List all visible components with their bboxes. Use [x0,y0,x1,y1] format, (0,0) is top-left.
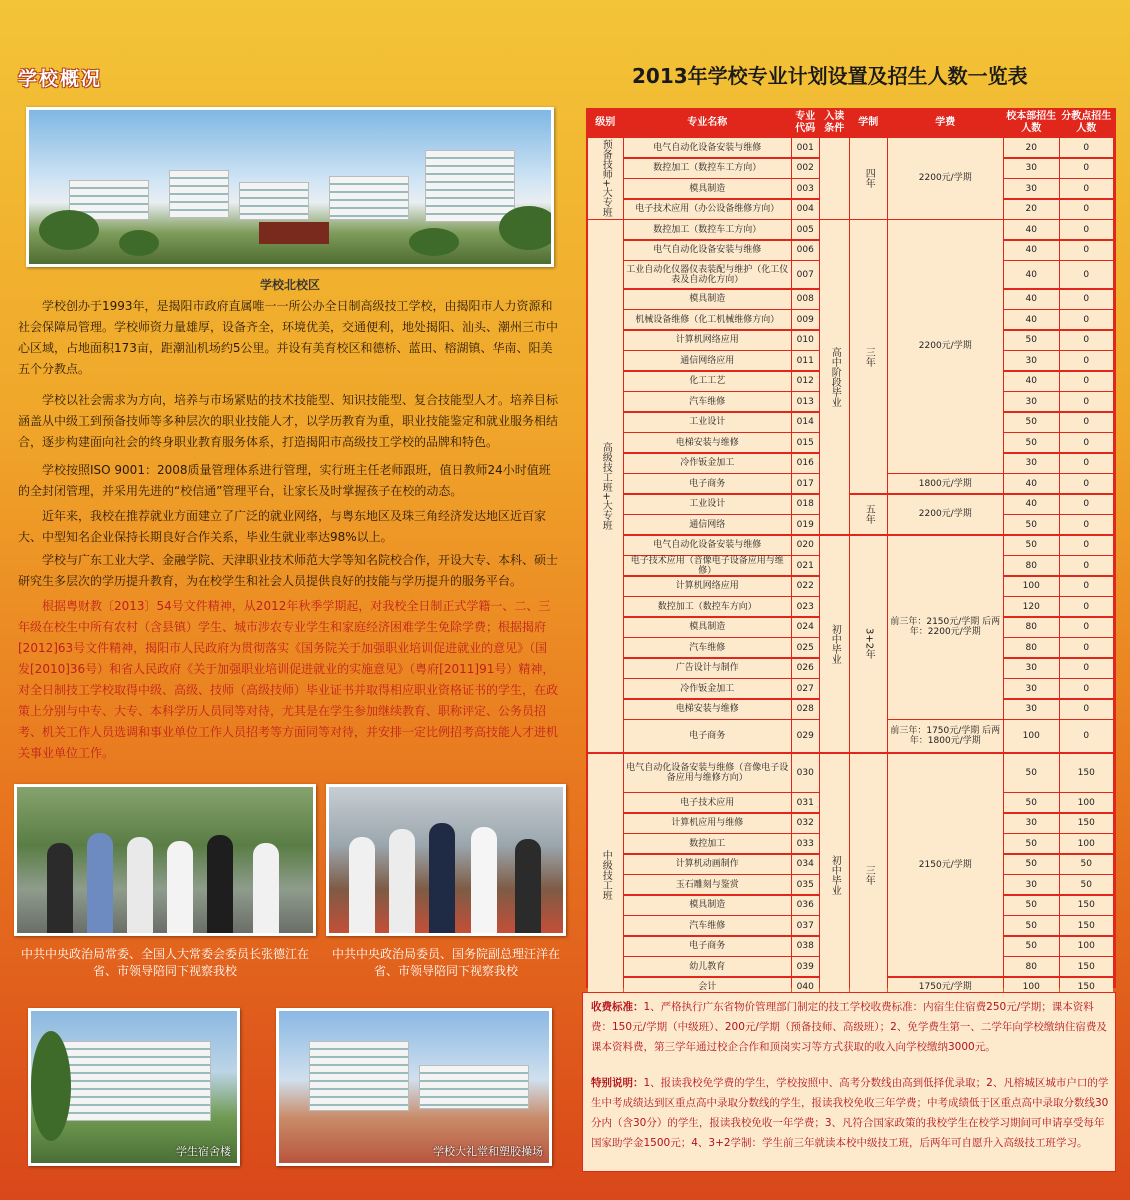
major-code-cell: 008 [792,290,819,309]
main-campus-count-cell: 40 [1004,474,1059,493]
branch-count-cell: 0 [1060,331,1113,350]
major-code-cell: 030 [792,754,819,792]
auditorium-caption: 学校大礼堂和塑胶操场 [433,1145,543,1158]
major-code-cell: 036 [792,896,819,915]
major-code-cell: 033 [792,834,819,853]
branch-count-cell: 100 [1060,793,1113,812]
main-campus-count-cell: 30 [1004,814,1059,833]
major-code-cell: 018 [792,495,819,514]
branch-count-cell: 50 [1060,875,1113,894]
main-campus-count-cell: 80 [1004,618,1059,637]
gate-shape [259,222,329,244]
branch-count-cell: 150 [1060,814,1113,833]
building-shape [239,182,309,220]
duration-cell: 五年 [850,495,887,535]
branch-count-cell: 0 [1060,536,1113,555]
major-name-cell: 电子技术应用（音像电子设备应用与维修） [624,556,791,575]
fee-note-text: 1、严格执行广东省物价管理部门制定的技工学校收费标准：内宿生住宿费250元/学期；课本资料费：150元/学期（中级班）、200元/学期（预备技师、高级班）；2、免学费生第一、二学年向学校缴纳住宿费及课本资料费，第三学年通过校企合作和顶岗实习等方式获取的收入向学校缴纳3000元。 [591,1001,1107,1053]
major-code-cell: 037 [792,916,819,935]
policy-paragraph: 根据粤财教〔2013〕54号文件精神，从2012年秋季学期起，对我校全日制正式学籍一、二、三年级在校生中所有农村（含县镇）学生、城市涉农专业学生和家庭经济困难学生免除学费；根据揭府[2012]63号文件精神，揭阳市人民政府为贯彻落实《国务院关于加强职业培训促进就业的意见》（国发[2010]36号）和省人民政府《关于加强职业培训促进就业的实施意见》（粤府[2011]91号）精神，对全日制技工学校取得中级、高级、技师（高级技师）毕业证书并取得相应职业资格证书的学生，在政策上分别与中专、大专、本科学历人员同等对待，尤其是在学生参加继续教育、职称评定、公务员招考、机关工作人员选调和事业单位工作人员招考等方面同等对待，并安排一定比例招考高技能人才进机关事业单位工作。 [18,599,559,760]
branch-count-cell: 0 [1060,179,1113,198]
branch-count-cell: 100 [1060,937,1113,956]
major-name-cell: 电气自动化设备安装与维修 [624,241,791,260]
branch-count-cell: 0 [1060,679,1113,698]
branch-count-cell: 150 [1060,957,1113,976]
major-code-cell: 007 [792,261,819,288]
condition-cell: 高中阶段毕业 [820,220,849,534]
major-code-cell: 032 [792,814,819,833]
intro-paragraph-4: 近年来，我校在推荐就业方面建立了广泛的就业网络，与粤东地区及珠三角经济发达地区近百家大、中型知名企业保持长期良好合作关系，毕业生就业率达98%以上。 [18,509,547,544]
major-code-cell: 034 [792,855,819,874]
branch-count-cell: 150 [1060,978,1113,997]
major-code-cell: 035 [792,875,819,894]
person-shape [253,843,279,933]
major-name-cell: 电子技术应用（办公设备维修方向） [624,200,791,219]
fee-cell: 2200元/学期 [888,220,1003,473]
fee-cell: 前三年：2150元/学期 后两年：2200元/学期 [888,536,1003,719]
major-name-cell: 工业自动化仪器仪表装配与维护（化工仪表及自动化方向） [624,261,791,288]
branch-count-cell: 150 [1060,916,1113,935]
main-campus-count-cell: 50 [1004,855,1059,874]
building-shape [61,1041,211,1121]
campus-photo [26,107,554,267]
tree-shape [31,1031,71,1141]
person-shape [167,841,193,933]
branch-count-cell: 0 [1060,515,1113,534]
branch-count-cell: 100 [1060,834,1113,853]
fee-note-label: 收费标准： [591,1001,644,1013]
major-name-cell: 工业设计 [624,413,791,432]
main-campus-count-cell: 30 [1004,700,1059,719]
branch-count-cell: 0 [1060,495,1113,514]
dormitory-caption: 学生宿舍楼 [176,1145,231,1158]
major-name-cell: 电子商务 [624,474,791,493]
main-campus-count-cell: 100 [1004,978,1059,997]
major-name-cell: 化工工艺 [624,372,791,391]
main-campus-count-cell: 50 [1004,793,1059,812]
major-name-cell: 电气自动化设备安装与维修（音像电子设备应用与维修方向） [624,754,791,792]
duration-cell: 四年 [850,138,887,219]
major-code-cell: 040 [792,978,819,997]
fee-cell: 1800元/学期 [888,474,1003,493]
major-code-cell: 029 [792,720,819,752]
person-shape [349,837,375,933]
major-code-cell: 010 [792,331,819,350]
person-shape [127,837,153,933]
fee-cell: 2200元/学期 [888,138,1003,219]
main-campus-count-cell: 30 [1004,351,1059,370]
table-title: 2013年学校专业计划设置及招生人数一览表 [632,64,1028,88]
branch-count-cell: 0 [1060,659,1113,678]
main-campus-count-cell: 30 [1004,679,1059,698]
branch-count-cell: 0 [1060,241,1113,260]
branch-count-cell: 0 [1060,638,1113,657]
branch-count-cell: 0 [1060,474,1113,493]
major-name-cell: 电梯安装与维修 [624,433,791,452]
main-campus-count-cell: 30 [1004,875,1059,894]
major-name-cell: 计算机网络应用 [624,577,791,596]
major-code-cell: 002 [792,159,819,178]
main-campus-count-cell: 50 [1004,413,1059,432]
main-campus-count-cell: 40 [1004,241,1059,260]
major-code-cell: 006 [792,241,819,260]
header-cell: 校本部招生人数 [1004,110,1059,136]
main-campus-count-cell: 80 [1004,957,1059,976]
major-name-cell: 数控加工（数控车工方向） [624,220,791,239]
major-name-cell: 冷作钣金加工 [624,454,791,473]
main-campus-count-cell: 50 [1004,754,1059,792]
branch-count-cell: 150 [1060,896,1113,915]
branch-count-cell: 0 [1060,413,1113,432]
campus-caption: 学校北校区 [259,278,320,292]
major-name-cell: 会计 [624,978,791,997]
branch-count-cell: 0 [1060,454,1113,473]
header-cell: 专业名称 [624,110,791,136]
major-code-cell: 009 [792,310,819,329]
branch-count-cell: 0 [1060,700,1113,719]
dormitory-photo [28,1008,240,1166]
major-name-cell: 数控加工（数控车工方向） [624,159,791,178]
main-campus-count-cell: 100 [1004,720,1059,752]
notes-box [582,992,1116,1172]
major-code-cell: 028 [792,700,819,719]
major-name-cell: 数控加工（数控车方向） [624,597,791,616]
branch-count-cell: 0 [1060,159,1113,178]
intro-paragraph-5: 学校与广东工业大学、金融学院、天津职业技术师范大学等知名院校合作，开设大专、本科、硕士研究生多层次的学历提升教育，为在校学生和社会人员提供良好的技能与学历提升的服务平台。 [18,553,559,588]
major-code-cell: 014 [792,413,819,432]
main-campus-count-cell: 30 [1004,659,1059,678]
major-code-cell: 022 [792,577,819,596]
condition-cell: 初中毕业 [820,754,849,997]
main-campus-count-cell: 20 [1004,200,1059,219]
major-code-cell: 020 [792,536,819,555]
person-shape [47,843,73,933]
tree-shape [119,230,159,256]
major-code-cell: 012 [792,372,819,391]
person-shape [515,839,541,933]
special-note [591,1073,1109,1153]
main-campus-count-cell: 40 [1004,290,1059,309]
major-name-cell: 模具制造 [624,290,791,309]
fee-cell: 2200元/学期 [888,495,1003,535]
person-shape [207,835,233,933]
major-name-cell: 电梯安装与维修 [624,700,791,719]
major-name-cell: 电子商务 [624,720,791,752]
major-name-cell: 模具制造 [624,896,791,915]
major-name-cell: 计算机网络应用 [624,331,791,350]
main-campus-count-cell: 80 [1004,638,1059,657]
major-code-cell: 023 [792,597,819,616]
main-campus-count-cell: 50 [1004,515,1059,534]
fee-cell: 2150元/学期 [888,754,1003,977]
person-shape [389,829,415,933]
branch-count-cell: 0 [1060,618,1113,637]
major-code-cell: 024 [792,618,819,637]
main-campus-count-cell: 40 [1004,261,1059,288]
major-name-cell: 通信网络应用 [624,351,791,370]
main-campus-count-cell: 100 [1004,577,1059,596]
duration-cell: 3+2年 [850,536,887,753]
branch-count-cell: 150 [1060,754,1113,792]
major-code-cell: 016 [792,454,819,473]
major-name-cell: 电子技术应用 [624,793,791,812]
intro-paragraph-1: 学校创办于1993年，是揭阳市政府直属唯一一所公办全日制高级技工学校，由揭阳市人力资源和社会保障局管理。学校师资力量雄厚，设备齐全，环境优美，交通便利，地处揭阳、汕头、潮州三市中心区域，占地面积173亩，距潮汕机场约5公里。并设有美育校区和德桥、蓝田、榕湖镇、华南、阳美五个分教点。 [18,299,559,376]
branch-count-cell: 0 [1060,310,1113,329]
tree-shape [499,206,554,250]
branch-count-cell: 0 [1060,392,1113,411]
major-name-cell: 汽车维修 [624,392,791,411]
major-code-cell: 025 [792,638,819,657]
branch-count-cell: 0 [1060,351,1113,370]
major-name-cell: 电气自动化设备安装与维修 [624,536,791,555]
main-campus-count-cell: 80 [1004,556,1059,575]
major-name-cell: 通信网络 [624,515,791,534]
major-code-cell: 003 [792,179,819,198]
major-name-cell: 工业设计 [624,495,791,514]
main-campus-count-cell: 40 [1004,495,1059,514]
major-code-cell: 011 [792,351,819,370]
building-shape [329,176,409,220]
auditorium-photo [276,1008,552,1166]
main-campus-count-cell: 30 [1004,179,1059,198]
enrollment-table [586,108,1116,992]
section-title: 学校概况 [18,68,103,90]
major-code-cell: 004 [792,200,819,219]
header-cell: 专业代码 [792,110,819,136]
branch-count-cell: 0 [1060,577,1113,596]
branch-count-cell: 0 [1060,433,1113,452]
main-campus-count-cell: 50 [1004,433,1059,452]
major-name-cell: 模具制造 [624,618,791,637]
header-cell: 学制 [850,110,887,136]
major-code-cell: 039 [792,957,819,976]
major-name-cell: 冷作钣金加工 [624,679,791,698]
major-name-cell: 电子商务 [624,937,791,956]
major-code-cell: 013 [792,392,819,411]
major-name-cell: 模具制造 [624,179,791,198]
major-name-cell: 玉石雕刻与鉴赏 [624,875,791,894]
main-campus-count-cell: 50 [1004,937,1059,956]
level-cell: 中级技工班 [588,754,623,997]
main-campus-count-cell: 40 [1004,310,1059,329]
header-cell: 入读条件 [820,110,849,136]
main-campus-count-cell: 40 [1004,372,1059,391]
visit-caption-a: 中共中央政治局常委、全国人大常委会委员长张德江在省、市领导陪同下视察我校 [20,947,309,978]
major-name-cell: 汽车维修 [624,916,791,935]
main-campus-count-cell: 50 [1004,536,1059,555]
branch-count-cell: 0 [1060,261,1113,288]
branch-count-cell: 0 [1060,290,1113,309]
major-name-cell: 计算机应用与维修 [624,814,791,833]
level-cell: 高级技工班+大专班 [588,220,623,752]
main-campus-count-cell: 50 [1004,834,1059,853]
major-code-cell: 019 [792,515,819,534]
enrollment-panel [582,0,1130,1200]
major-code-cell: 031 [792,793,819,812]
condition-cell [820,138,849,219]
main-campus-count-cell: 50 [1004,896,1059,915]
main-campus-count-cell: 40 [1004,220,1059,239]
visit-photo-b [326,784,566,936]
main-campus-count-cell: 20 [1004,138,1059,157]
fee-cell: 前三年：1750元/学期 后两年：1800元/学期 [888,720,1003,752]
branch-count-cell: 0 [1060,597,1113,616]
fee-note [591,997,1109,1057]
building-shape [169,170,229,218]
major-name-cell: 汽车维修 [624,638,791,657]
major-name-cell: 电气自动化设备安装与维修 [624,138,791,157]
branch-count-cell: 0 [1060,372,1113,391]
main-campus-count-cell: 30 [1004,454,1059,473]
building-shape [419,1065,529,1109]
header-cell: 学费 [888,110,1003,136]
major-code-cell: 015 [792,433,819,452]
person-shape [471,827,497,933]
visit-photo-a [14,784,316,936]
main-campus-count-cell: 30 [1004,392,1059,411]
branch-count-cell: 0 [1060,720,1113,752]
fee-cell: 1750元/学期 [888,978,1003,997]
duration-cell: 三年 [850,754,887,997]
major-code-cell: 005 [792,220,819,239]
branch-count-cell: 0 [1060,556,1113,575]
header-cell: 分教点招生人数 [1061,111,1112,134]
branch-count-cell: 50 [1060,855,1113,874]
major-name-cell: 数控加工 [624,834,791,853]
visit-caption-b: 中共中央政治局委员、国务院副总理汪洋在省、市领导陪同下视察我校 [331,947,560,978]
special-note-text: 1、报读我校免学费的学生，学校按照中、高考分数线由高到低择优录取；2、凡榕城区城市户口的学生中考成绩达到区重点高中录取分数线的学生，报读我校免收三年学费；中考成绩低于区重点高中录取分数线30分内（含30分）的学生，报读我校免收一年学费；3、凡符合国家政策的我校学生在校学习期间可申请享受每年国家助学金1500元；4、3+2学制：学生前三年就读本校中级技工班，后两年可自愿升入高级技工班学习。 [591,1077,1109,1149]
main-campus-count-cell: 50 [1004,916,1059,935]
duration-cell: 三年 [850,220,887,493]
header-cell: 级别 [588,110,623,136]
special-note-label: 特别说明： [591,1077,644,1089]
intro-paragraph-3: 学校按照ISO 9001：2008质量管理体系进行管理，实行班主任老师跟班，值日教师24小时值班的全封闭管理，并采用先进的“校信通”管理平台，让家长及时掌握孩子在校的动态。 [18,463,551,498]
building-shape [425,150,515,222]
branch-count-cell: 0 [1060,220,1113,239]
main-campus-count-cell: 30 [1004,159,1059,178]
major-code-cell: 026 [792,659,819,678]
major-code-cell: 001 [792,138,819,157]
tree-shape [39,210,99,250]
major-code-cell: 017 [792,474,819,493]
main-campus-count-cell: 50 [1004,331,1059,350]
major-name-cell: 机械设备维修（化工机械维修方向） [624,310,791,329]
major-name-cell: 广告设计与制作 [624,659,791,678]
major-name-cell: 幼儿教育 [624,957,791,976]
branch-count-cell: 0 [1060,200,1113,219]
person-shape [87,833,113,933]
major-code-cell: 027 [792,679,819,698]
level-cell: 预备技师+大专班 [588,138,623,219]
intro-paragraph-2: 学校以社会需求为方向，培养与市场紧贴的技术技能型、知识技能型、复合技能型人才。培养目标涵盖从中级工到预备技师等多种层次的职业技能人才，以学历教育为重，职业技能鉴定和就业服务相结合，逐步构建面向社会的终身职业教育服务体系，打造揭阳市高级技工学校的品牌和特色。 [18,393,559,449]
condition-cell: 初中毕业 [820,536,849,753]
major-code-cell: 038 [792,937,819,956]
major-code-cell: 021 [792,556,819,575]
tree-shape [409,228,459,256]
building-shape [309,1041,409,1111]
branch-count-cell: 0 [1060,138,1113,157]
main-campus-count-cell: 120 [1004,597,1059,616]
person-shape [429,823,455,933]
major-name-cell: 计算机动画制作 [624,855,791,874]
